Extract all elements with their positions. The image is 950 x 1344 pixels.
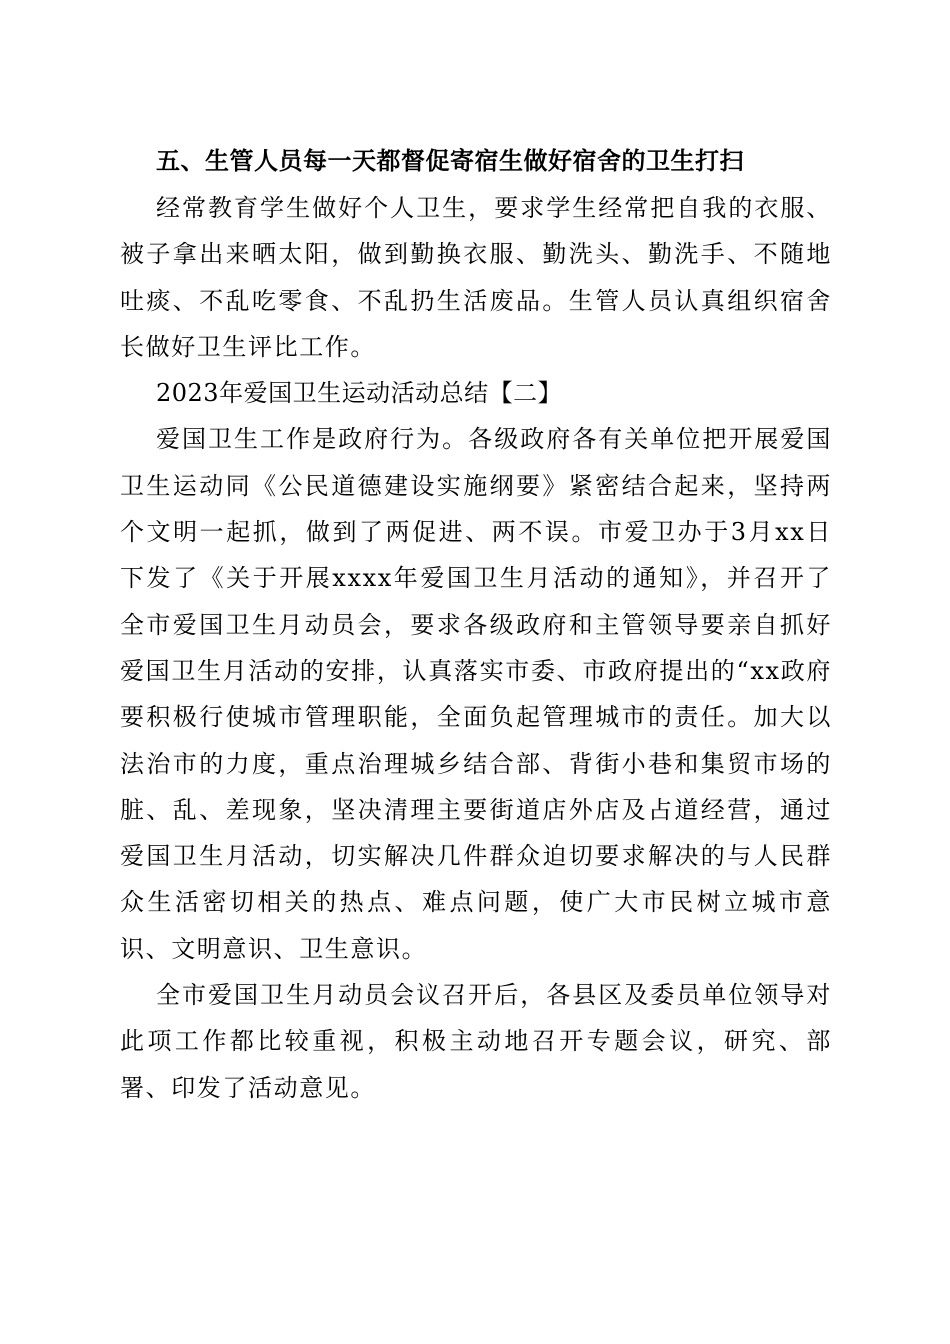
- section-heading: 五、生管人员每一天都督促寄宿生做好宿舍的卫生打扫: [156, 147, 744, 175]
- paragraph-hygiene-education: 经常教育学生做好个人卫生，要求学生经常把自我的衣服、被子拿出来晒太阳，做到勤换衣服、勤洗头、勤洗手、不随地吐痰、不乱吃零食、不乱扔生活废品。生管人员认真组织宿舍长做好卫生评比工作。: [120, 194, 832, 361]
- document-subtitle: 2023年爱国卫生运动活动总结【二】: [156, 379, 563, 408]
- document-page: [120, 138, 832, 1111]
- paragraph-patriotic-health-work: 爱国卫生工作是政府行为。各级政府各有关单位把开展爱国卫生运动同《公民道德建设实施纲要》紧密结合起来，坚持两个文明一起抓，做到了两促进、两不误。市爱卫办于3月xx日下发了《关于开展xxxx年爱国卫生月活动的通知》，并召开了全市爱国卫生月动员会，要求各级政府和主管领导要亲自抓好爱国卫生月活动的安排，认真落实市委、市政府提出的“xx政府要积极行使城市管理职能，全面负起管理城市的责任。加大以法治市的力度，重点治理城乡结合部、背街小巷和集贸市场的脏、乱、差现象，坚决清理主要街道店外店及占道经营，通过爱国卫生月活动，切实解决几件群众迫切要求解决的与人民群众生活密切相关的热点、难点问题，使广大市民树立城市意识、文明意识、卫生意识。: [120, 425, 832, 963]
- paragraph-mobilization-meeting: 全市爱国卫生月动员会议召开后，各县区及委员单位领导对此项工作都比较重视，积极主动地召开专题会议，研究、部署、印发了活动意见。: [120, 981, 832, 1102]
